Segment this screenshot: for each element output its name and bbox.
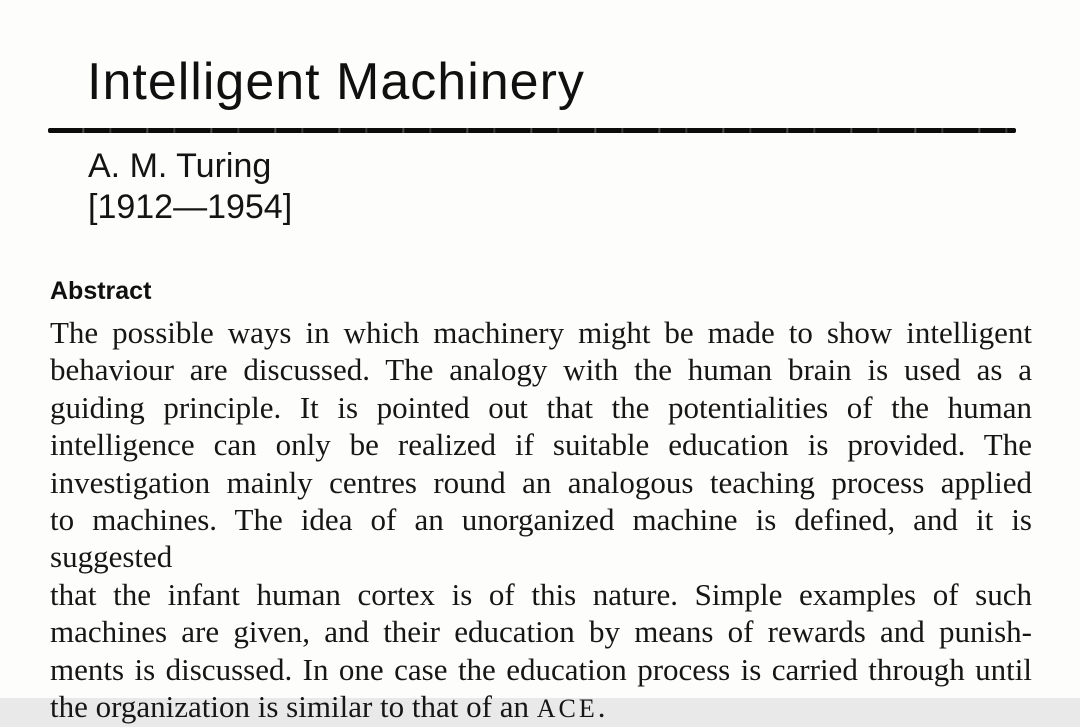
- abstract-line: that the infant human cortex is of this nature. Simple examples of such: [50, 576, 1032, 612]
- author-years: [1912—1954]: [88, 188, 293, 226]
- page-title: Intelligent Machinery: [87, 53, 585, 111]
- abstract-last-line-period: .: [597, 689, 606, 725]
- abstract-last-line-text: the organization is similar to that of an: [50, 689, 537, 725]
- abstract-line: intelligence can only be realized if suitable education is provided. The: [50, 427, 1032, 463]
- abstract-line: investigation mainly centres round an analogous teaching process applied: [50, 464, 1032, 500]
- title-divider-rule: [48, 128, 1016, 133]
- abstract-body: [50, 314, 1032, 727]
- abstract-line: machines are given, and their education by means of rewards and punish-: [50, 614, 1032, 650]
- abstract-line: to machines. The idea of an unorganized machine is defined, and it is suggested: [50, 502, 1032, 575]
- abstract-heading: Abstract: [50, 277, 152, 305]
- ace-acronym: ACE: [536, 694, 598, 724]
- byline: [88, 146, 292, 228]
- abstract-line: The possible ways in which machinery might be made to show intelligent: [50, 315, 1032, 350]
- abstract-line: ments is discussed. In one case the education process is carried through until: [50, 651, 1032, 687]
- abstract-line: behaviour are discussed. The analogy with the human brain is used as a: [50, 352, 1032, 388]
- author-name: A. M. Turing: [88, 147, 272, 185]
- abstract-line: guiding principle. It is pointed out that the potentialities of the human: [50, 389, 1032, 425]
- abstract-last-line: [50, 688, 1032, 727]
